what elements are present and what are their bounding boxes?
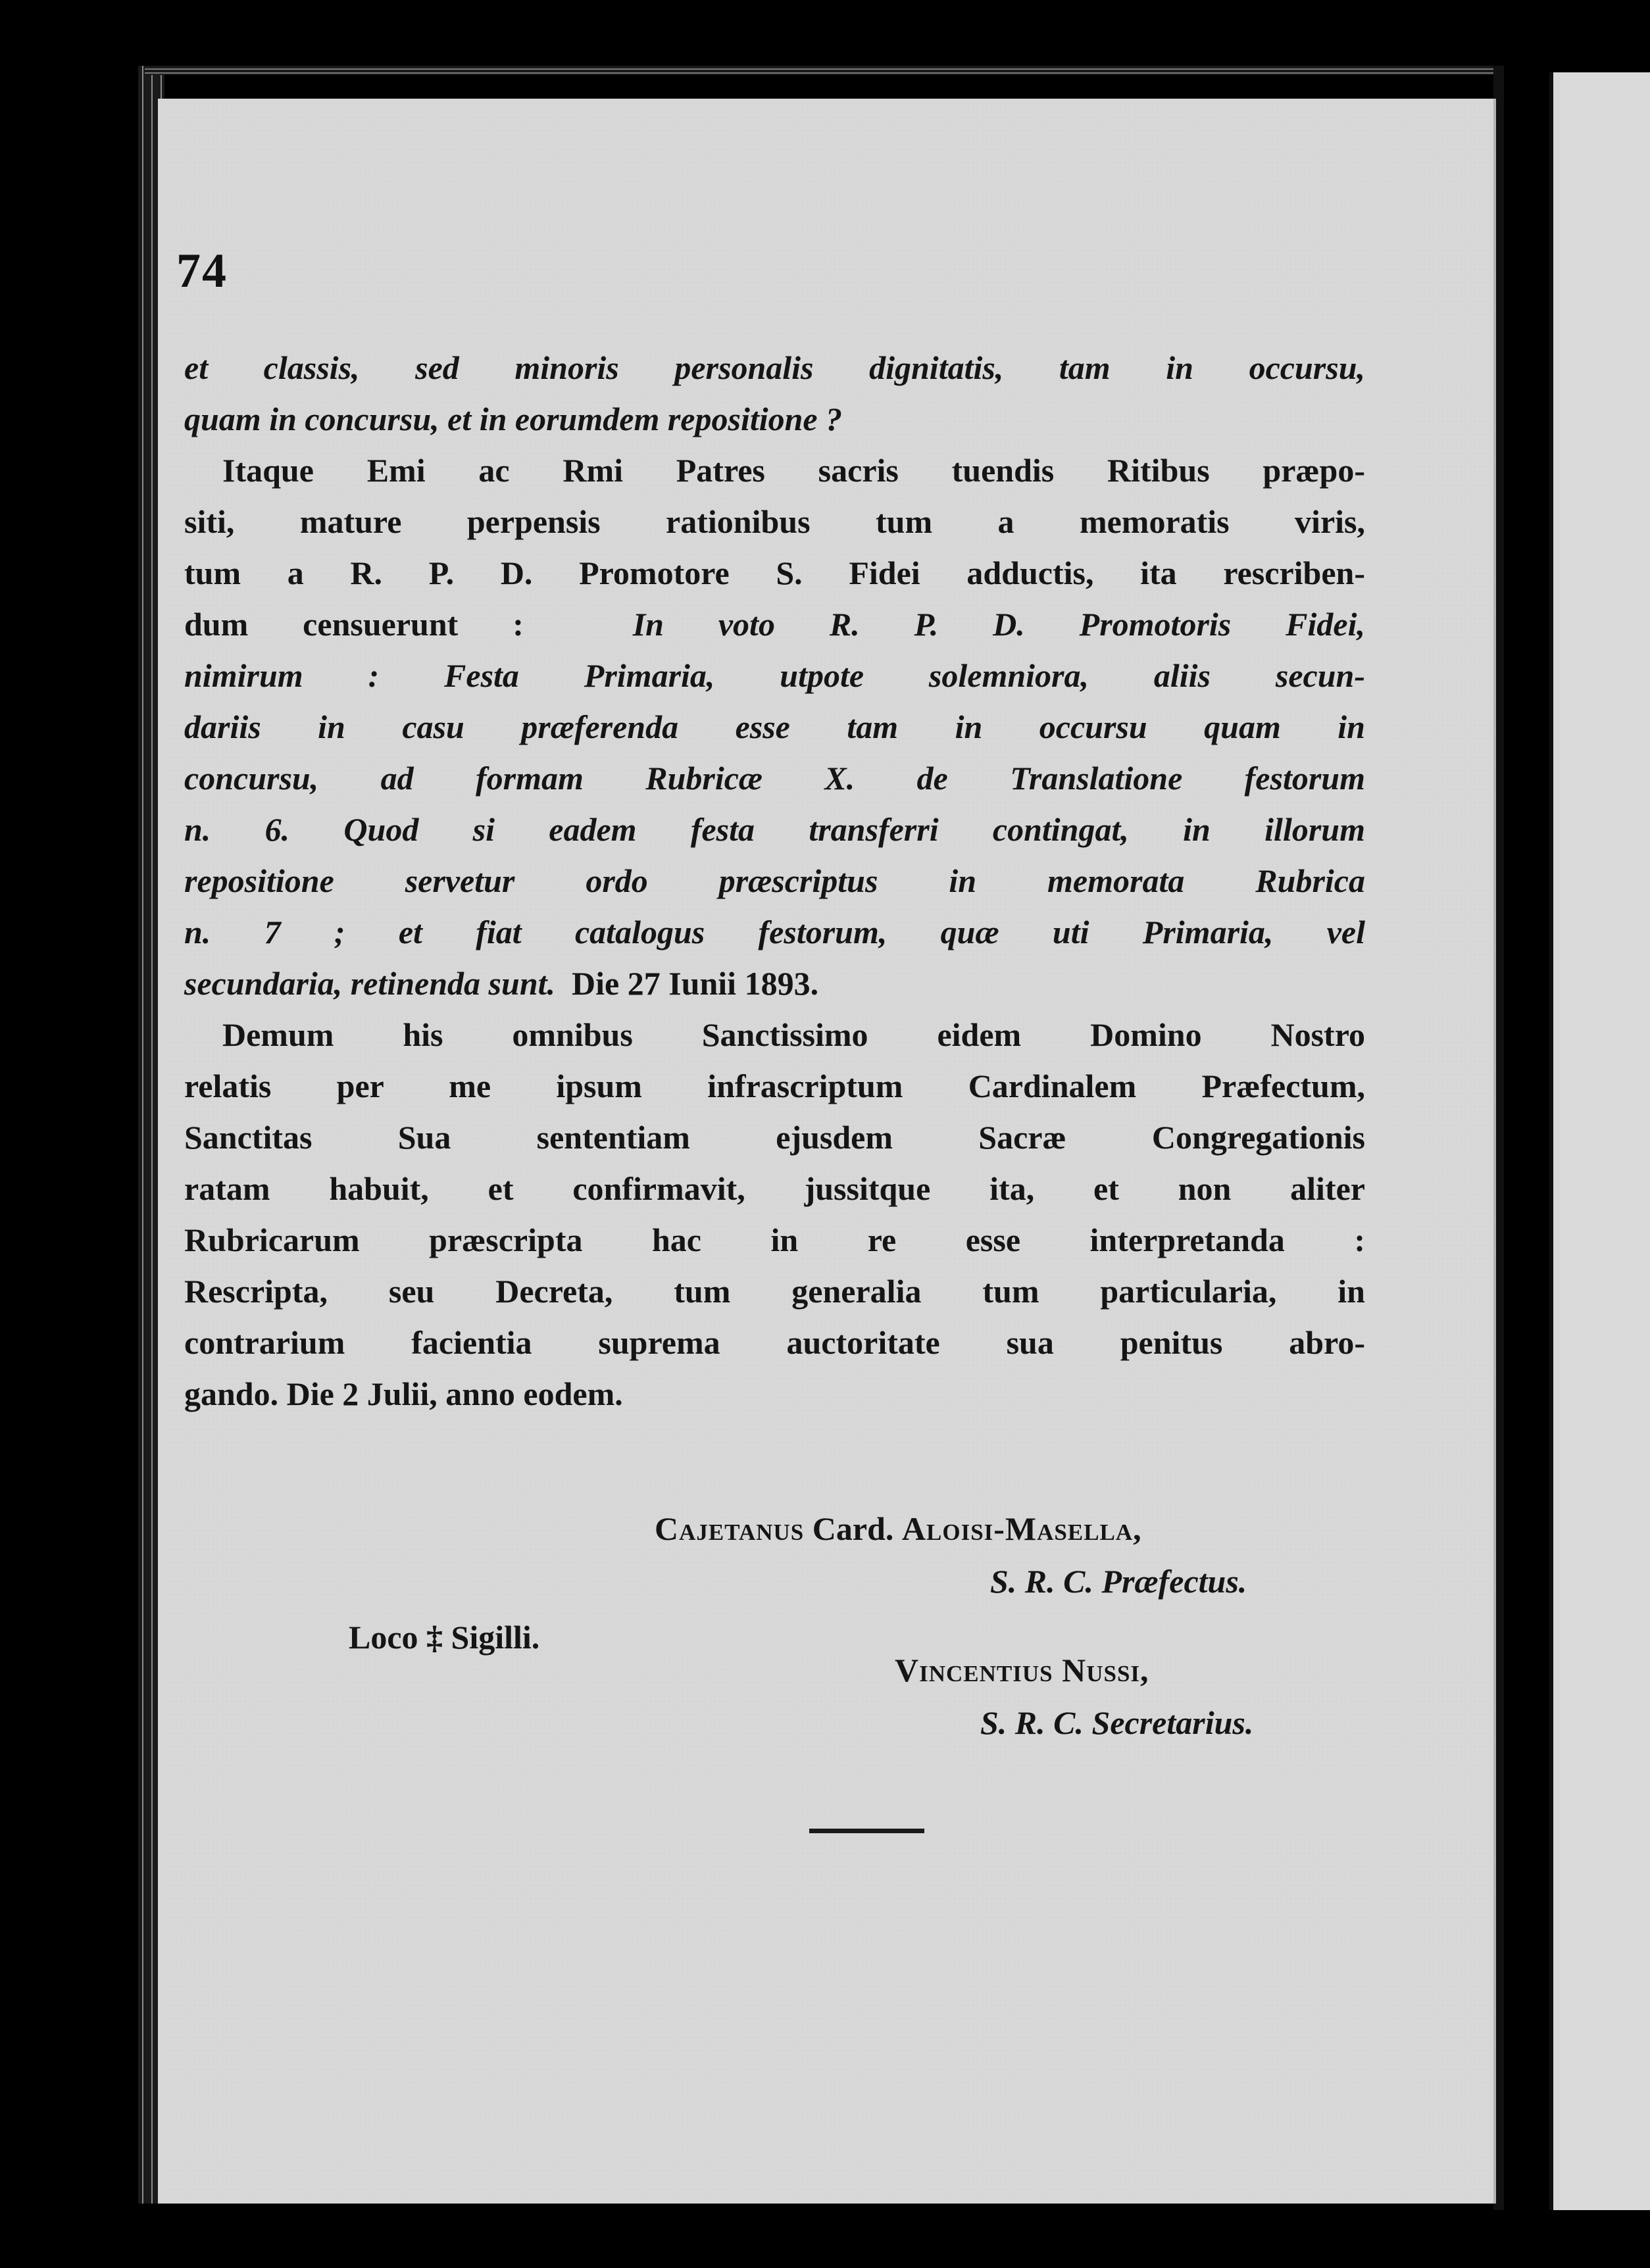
text-line: et classis, sed minoris personalis dignitatis, tam in occursu, bbox=[184, 349, 1365, 386]
text-line: n. 6. Quod si eadem festa transferri contingat, in illorum bbox=[184, 811, 1365, 848]
closing-rule bbox=[809, 1829, 924, 1833]
text-line: contrarium facientia suprema auctoritate sua penitus abro- bbox=[184, 1324, 1365, 1361]
facing-page-edge bbox=[1549, 72, 1650, 2210]
text-line: tum a R. P. D. Promotore S. Fidei adductis, ita rescriben- bbox=[184, 555, 1365, 591]
page-top-edge bbox=[145, 66, 1493, 75]
text-line: siti, mature perpensis rationibus tum a memoratis viris, bbox=[184, 503, 1365, 540]
text-fragment-italic: In voto R. P. D. Promotoris Fidei, bbox=[632, 606, 1365, 643]
text-line: Itaque Emi ac Rmi Patres sacris tuendis Ritibus præpo- bbox=[222, 452, 1365, 489]
text-line: quam in concursu, et in eorumdem repositione ? bbox=[184, 401, 843, 437]
prefect-title: Card. bbox=[812, 1510, 894, 1547]
text-line: n. 7 ; et fiat catalogus festorum, quæ uti Primaria, vel bbox=[184, 914, 1365, 950]
secretary-name: Vincentius Nussi, bbox=[895, 1652, 1149, 1689]
text-fragment: Die 27 Iunii 1893. bbox=[572, 965, 819, 1002]
prefect-signature bbox=[655, 1510, 1142, 1548]
text-line-mixed bbox=[184, 599, 1365, 650]
page-number: 74 bbox=[176, 244, 228, 298]
text-fragment: dum censuerunt : bbox=[184, 606, 524, 643]
text-line: repositione servetur ordo præscriptus in memorata Rubrica bbox=[184, 862, 1365, 899]
text-line-mixed bbox=[184, 958, 1365, 1009]
text-line: Sanctitas Sua sententiam ejusdem Sacræ Congregationis bbox=[184, 1119, 1365, 1156]
text-line: gando. Die 2 Julii, anno eodem. bbox=[184, 1375, 623, 1412]
seal-mark: Loco ‡ Sigilli. bbox=[349, 1619, 540, 1656]
text-line: Rubricarum præscripta hac in re esse interpretanda : bbox=[184, 1221, 1365, 1258]
text-line: dariis in casu præferenda esse tam in occursu quam in bbox=[184, 708, 1365, 745]
prefect-name-first: Cajetanus bbox=[655, 1510, 805, 1547]
prefect-name-last: Aloisi-Masella, bbox=[901, 1510, 1142, 1547]
text-line: Rescripta, seu Decreta, tum generalia tum particularia, in bbox=[184, 1273, 1365, 1310]
text-line: nimirum : Festa Primaria, utpote solemniora, aliis secun- bbox=[184, 657, 1365, 694]
text-line: Demum his omnibus Sanctissimo eidem Domino Nostro bbox=[222, 1016, 1365, 1053]
text-fragment-italic: secundaria, retinenda sunt. bbox=[184, 965, 556, 1002]
prefect-role: S. R. C. Præfectus. bbox=[990, 1563, 1247, 1600]
text-line: ratam habuit, et confirmavit, jussitque ita, et non aliter bbox=[184, 1170, 1365, 1207]
text-line: relatis per me ipsum infrascriptum Cardinalem Præfectum, bbox=[184, 1068, 1365, 1104]
text-line: concursu, ad formam Rubricæ X. de Translatione festorum bbox=[184, 760, 1365, 797]
decree-text bbox=[184, 342, 1365, 1419]
secretary-role: S. R. C. Secretarius. bbox=[980, 1704, 1254, 1741]
